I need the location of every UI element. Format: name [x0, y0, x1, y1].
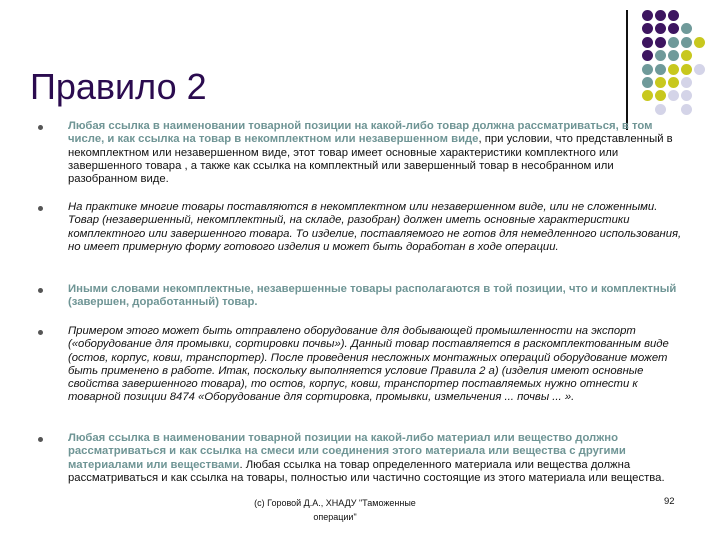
- decorative-dot: [681, 23, 692, 34]
- decorative-dot: [642, 77, 653, 88]
- decorative-dot: [668, 90, 679, 101]
- decorative-dot: [655, 50, 666, 61]
- decorative-dot: [668, 37, 679, 48]
- bullet-icon: [38, 125, 43, 130]
- body-text: Примером этого может быть отправлено оборудование для добывающей промышленности на экспорт («оборудование для промывки, сортировки почвы»). Данный товар поставляется в раскомплектованным виде (остов, корпус, ковш, транспортер). После проведения несложных монтажных операций оборудование может быть применено в работе. Итак, поскольку выполняется условие Правила 2 а) (изделия имеют основные свойства завершенного товара), то остов, корпус, ковш, транспортер поставляемых нужно отнести к товарной позиции 8474 «Оборудование для сортировка, промывки, измельчения ... почвы ... ».: [68, 325, 669, 404]
- decorative-dot: [694, 37, 705, 48]
- body-text: . Любая ссылка на товар определенного материала или вещества должна рассматриваться и как ссылка на товары, полностью или частично состоящие из этого материала или вещества.: [68, 458, 665, 484]
- bullet-icon: [38, 288, 43, 293]
- bullet-icon: [38, 330, 43, 335]
- decorative-dot: [642, 90, 653, 101]
- decorative-dot: [655, 77, 666, 88]
- decorative-dot: [668, 23, 679, 34]
- decorative-dot: [668, 10, 679, 21]
- decorative-dot: [655, 104, 666, 115]
- highlight-text: Иными словами некомплектные, незавершенные товары располагаются в той позиции, что и комплектный (завершен, доработанный) товар.: [68, 283, 677, 309]
- decorative-dot: [655, 23, 666, 34]
- decorative-dot: [681, 90, 692, 101]
- bullet-item-4: [68, 325, 683, 405]
- bullet-item-5: [68, 432, 683, 485]
- decorative-dot: [642, 50, 653, 61]
- decorative-dot: [668, 64, 679, 75]
- page-number: 92: [664, 496, 675, 507]
- decorative-dot: [655, 10, 666, 21]
- decorative-dot: [655, 90, 666, 101]
- decorative-dot: [668, 50, 679, 61]
- decorative-dot: [681, 104, 692, 115]
- decorative-dot: [642, 10, 653, 21]
- bullet-item-3: [68, 283, 683, 310]
- decorative-divider: [626, 10, 628, 130]
- highlight-text: Любая ссылка в наименовании товарной позиции на какой-либо товар должна рассматриваться, в том числе, и как ссылка на товар в некомплектном или незавершенном виде: [68, 120, 653, 146]
- decorative-dot: [642, 37, 653, 48]
- slide-title: Правило 2: [30, 66, 207, 107]
- decorative-dot: [642, 23, 653, 34]
- decorative-dot: [694, 64, 705, 75]
- decorative-dot: [681, 64, 692, 75]
- bullet-item-1: [68, 120, 683, 186]
- body-text: , при условии, что представленный в некомплектном или незавершенном виде, этот товар имеет основные характеристики комплектного или завершенного товара , а также как ссылка на комплектный или завершенный товар в несобранном или разобранном виде.: [68, 133, 673, 186]
- bullet-item-2: [68, 201, 683, 254]
- bullet-icon: [38, 206, 43, 211]
- decorative-dot: [655, 37, 666, 48]
- footer-copyright: (с) Горовой Д.А., ХНАДУ "Таможенные операции": [254, 498, 416, 522]
- decorative-dot: [681, 50, 692, 61]
- bullet-icon: [38, 437, 43, 442]
- decorative-dot: [681, 77, 692, 88]
- body-text: На практике многие товары поставляются в некомплектном или незавершенном виде, или не сложенными. Товар (незавершенный, некомплектный, на складе, разобран) должен иметь основные характеристики комплектного или завершенного товара. То изделие, поставляемого не готов для немедленного использования, но имеет примерную форму готового изделия и может быть доработан в ходе операции.: [68, 201, 682, 253]
- decorative-dot: [642, 64, 653, 75]
- highlight-text: Любая ссылка в наименовании товарной позиции на какой-либо материал или вещество должно рассматриваться и как ссылка на смеси или соединения этого материала или вещества с другими материалами или веществами: [68, 432, 626, 471]
- decorative-dot: [655, 64, 666, 75]
- decorative-dot: [668, 77, 679, 88]
- decorative-dot: [681, 37, 692, 48]
